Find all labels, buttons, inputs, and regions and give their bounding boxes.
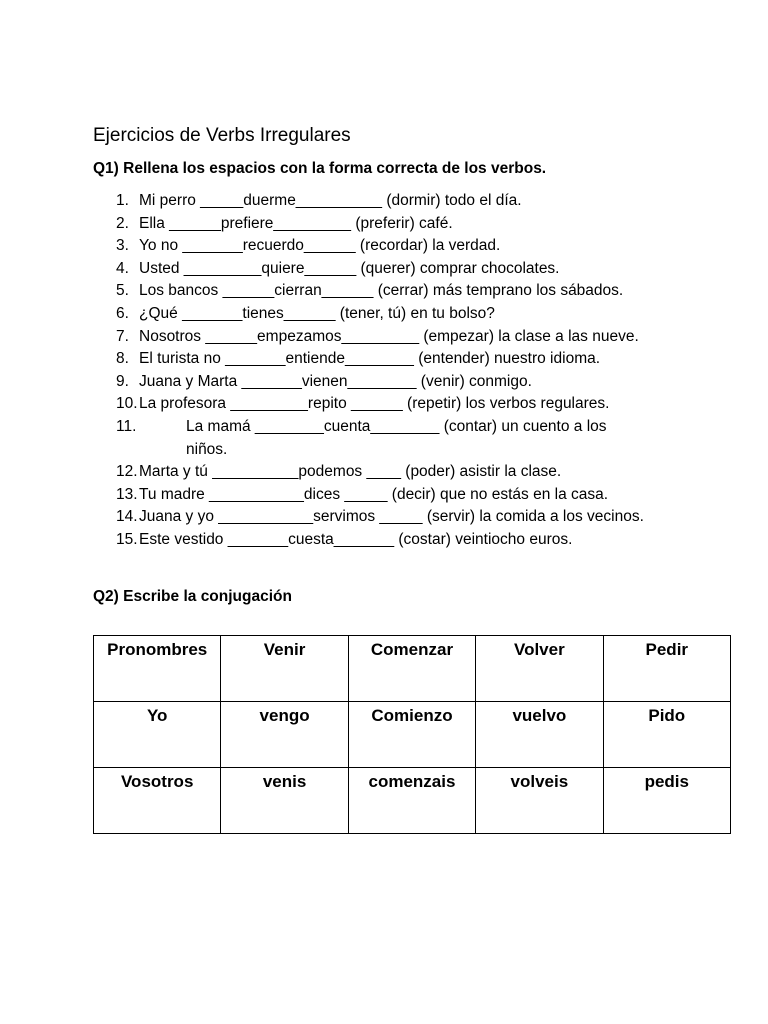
table-cell: Pronombres xyxy=(94,636,221,702)
list-item xyxy=(116,190,716,213)
item-number: 12. xyxy=(116,463,138,481)
item-number: 9. xyxy=(116,372,129,390)
list-item xyxy=(116,484,716,507)
item-number: 11. xyxy=(116,417,137,435)
item-number: 13. xyxy=(116,485,138,503)
item-number: 4. xyxy=(116,259,129,277)
item-text: Juana y Marta _______vienen________ (venir) conmigo. xyxy=(139,372,532,390)
list-item xyxy=(116,326,716,349)
list-item xyxy=(116,303,716,326)
list-item xyxy=(116,280,716,303)
item-text: Juana y yo ___________servimos _____ (servir) la comida a los vecinos. xyxy=(139,508,644,526)
list-item xyxy=(116,213,716,236)
table-cell: Pido xyxy=(603,702,730,768)
item-text: La mamá ________cuenta________ (contar) un cuento a los niños. xyxy=(186,417,607,458)
table-cell: Comienzo xyxy=(348,702,475,768)
page-title: Ejercicios de Verbs Irregulares xyxy=(93,125,351,146)
list-item xyxy=(116,348,716,371)
table-cell: Pedir xyxy=(603,636,730,702)
item-text: Nosotros ______empezamos_________ (empezar) la clase a las nueve. xyxy=(139,327,639,345)
list-item xyxy=(116,258,716,281)
table-header-row xyxy=(94,636,731,702)
table-cell: volveis xyxy=(476,768,603,834)
q1-heading: Q1) Rellena los espacios con la forma correcta de los verbos. xyxy=(93,160,547,177)
item-number: 10. xyxy=(116,395,138,413)
item-text: Tu madre ___________dices _____ (decir) que no estás en la casa. xyxy=(139,485,609,503)
item-number: 15. xyxy=(116,530,138,548)
table-row xyxy=(94,768,731,834)
item-text: Yo no _______recuerdo______ (recordar) la verdad. xyxy=(139,237,501,255)
table-cell: venis xyxy=(221,768,348,834)
table-cell: Yo xyxy=(94,702,221,768)
table-cell: Volver xyxy=(476,636,603,702)
conjugation-table xyxy=(93,635,731,834)
item-text: ¿Qué _______tienes______ (tener, tú) en tu bolso? xyxy=(139,304,495,322)
q1-exercise-list xyxy=(116,190,716,552)
list-item xyxy=(116,506,716,529)
item-text: Los bancos ______cierran______ (cerrar) más temprano los sábados. xyxy=(139,282,624,300)
item-number: 2. xyxy=(116,214,129,232)
table-cell: Venir xyxy=(221,636,348,702)
table-cell: Comenzar xyxy=(348,636,475,702)
item-text: El turista no _______entiende________ (entender) nuestro idioma. xyxy=(139,350,601,368)
item-number: 1. xyxy=(116,192,129,209)
item-number: 5. xyxy=(116,282,129,300)
list-item xyxy=(116,416,716,461)
table-row xyxy=(94,702,731,768)
list-item xyxy=(116,371,716,394)
table-cell: pedis xyxy=(603,768,730,834)
table-cell: vuelvo xyxy=(476,702,603,768)
item-number: 3. xyxy=(116,237,129,255)
item-text: Este vestido _______cuesta_______ (costar) veintiocho euros. xyxy=(139,530,573,548)
list-item xyxy=(116,461,716,484)
item-text: Marta y tú __________podemos ____ (poder) asistir la clase. xyxy=(139,463,562,481)
list-item xyxy=(116,235,716,258)
item-text: Ella ______prefiere_________ (preferir) café. xyxy=(139,214,453,232)
item-number: 8. xyxy=(116,350,129,368)
item-text: Mi perro _____duerme__________ (dormir) todo el día. xyxy=(139,192,522,209)
item-text: La profesora _________repito ______ (repetir) los verbos regulares. xyxy=(139,395,610,413)
table-cell: Vosotros xyxy=(94,768,221,834)
list-item xyxy=(116,529,716,552)
q2-heading: Q2) Escribe la conjugación xyxy=(93,588,292,605)
item-number: 14. xyxy=(116,508,138,526)
table-cell: comenzais xyxy=(348,768,475,834)
item-number: 7. xyxy=(116,327,129,345)
item-text: Usted _________quiere______ (querer) comprar chocolates. xyxy=(139,259,560,277)
item-number: 6. xyxy=(116,304,129,322)
list-item xyxy=(116,393,716,416)
table-cell: vengo xyxy=(221,702,348,768)
